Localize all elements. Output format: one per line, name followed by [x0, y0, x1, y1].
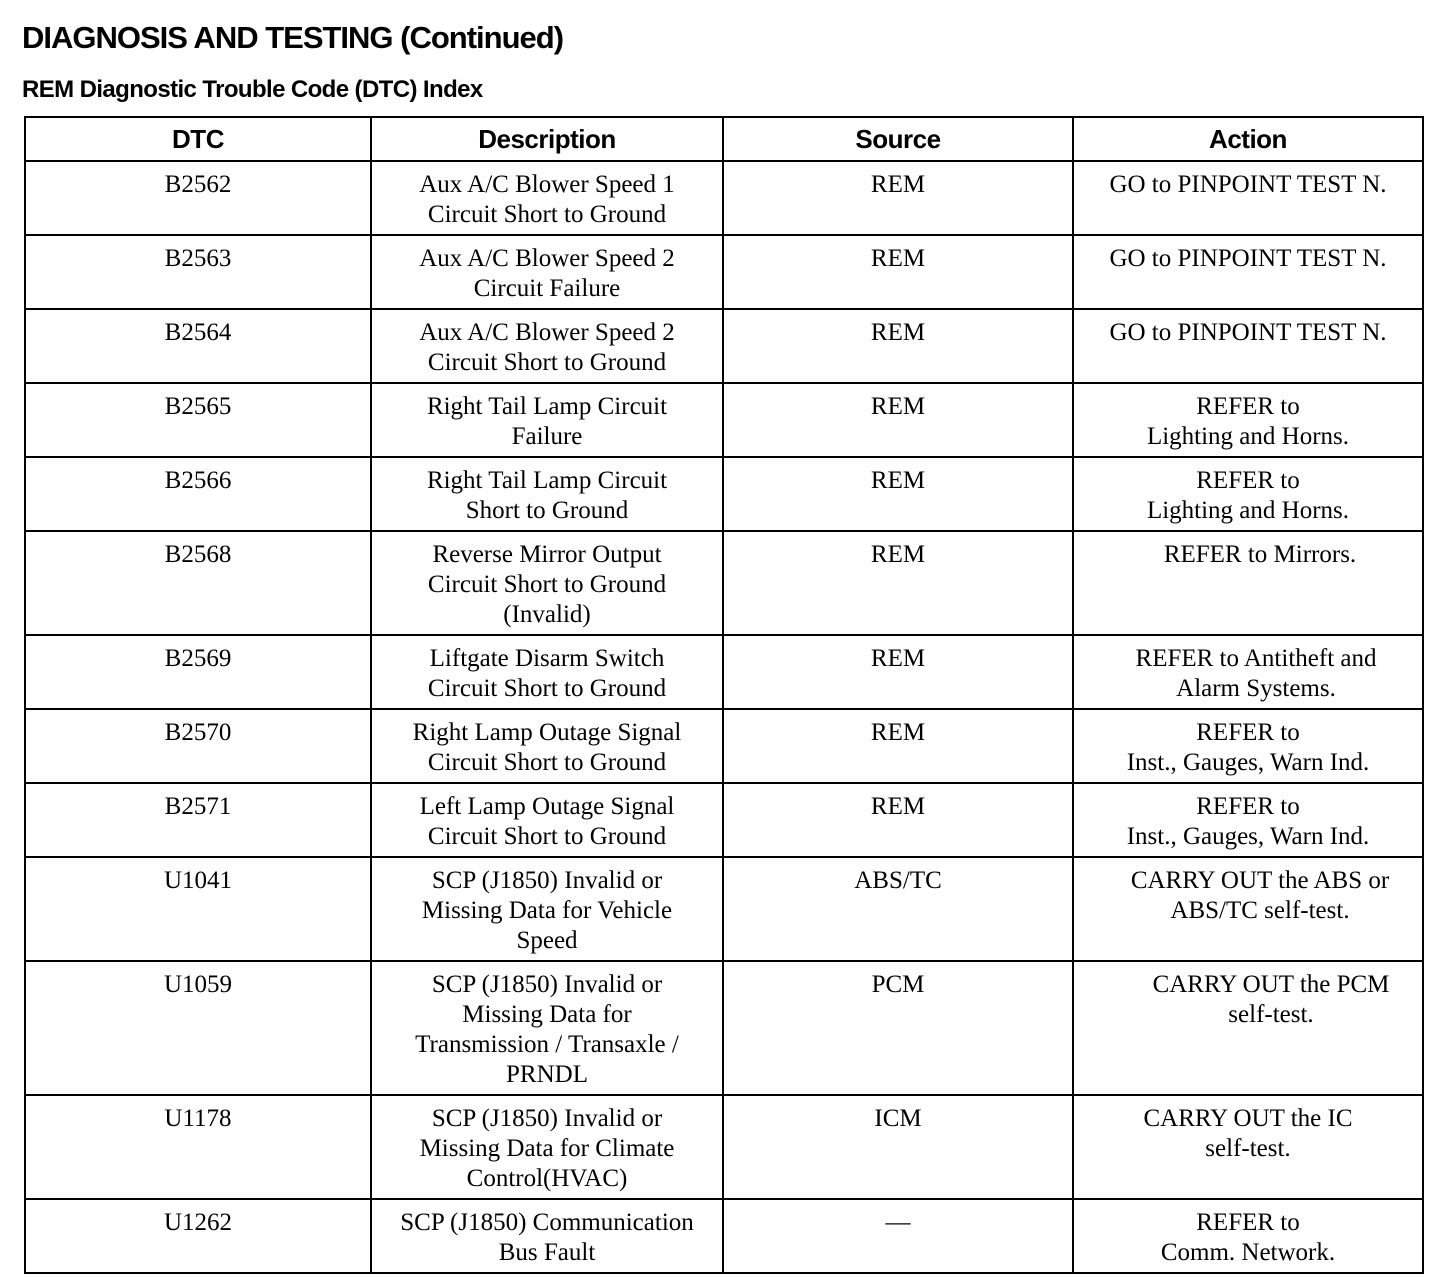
table-header-row: [25, 117, 1423, 161]
table-row: [25, 383, 1423, 457]
page-title: DIAGNOSIS AND TESTING (Continued): [22, 20, 564, 55]
dtc-code: B2564: [25, 309, 371, 383]
dtc-description: Right Tail Lamp Circuit Short to Ground: [371, 457, 723, 531]
dtc-source: REM: [723, 709, 1073, 783]
dtc-source: REM: [723, 383, 1073, 457]
dtc-code: U1041: [25, 857, 371, 961]
dtc-action: REFER to Antitheft and Alarm Systems.: [1073, 635, 1423, 709]
dtc-description: Left Lamp Outage Signal Circuit Short to Ground: [371, 783, 723, 857]
dtc-action: CARRY OUT the PCM self-test.: [1073, 961, 1423, 1095]
dtc-source: REM: [723, 635, 1073, 709]
dtc-action: CARRY OUT the ABS or ABS/TC self-test.: [1073, 857, 1423, 961]
dtc-code: B2562: [25, 161, 371, 235]
dtc-source: REM: [723, 783, 1073, 857]
dtc-action: REFER to Lighting and Horns.: [1073, 457, 1423, 531]
dtc-source: REM: [723, 531, 1073, 635]
dtc-description: Right Lamp Outage Signal Circuit Short to Ground: [371, 709, 723, 783]
dtc-action: REFER to Comm. Network.: [1073, 1199, 1423, 1273]
dtc-code: B2571: [25, 783, 371, 857]
dtc-source: ABS/TC: [723, 857, 1073, 961]
dtc-code: B2566: [25, 457, 371, 531]
dtc-description: Aux A/C Blower Speed 2 Circuit Failure: [371, 235, 723, 309]
dtc-code: U1178: [25, 1095, 371, 1199]
dtc-source: REM: [723, 309, 1073, 383]
table-caption: REM Diagnostic Trouble Code (DTC) Index: [22, 76, 483, 103]
dtc-action: GO to PINPOINT TEST N.: [1073, 309, 1423, 383]
dtc-description: SCP (J1850) Invalid or Missing Data for Transmission / Transaxle / PRNDL: [371, 961, 723, 1095]
header-dtc: DTC: [25, 117, 371, 161]
dtc-description: Liftgate Disarm Switch Circuit Short to Ground: [371, 635, 723, 709]
dtc-source: REM: [723, 457, 1073, 531]
dtc-action: REFER to Lighting and Horns.: [1073, 383, 1423, 457]
dtc-description: SCP (J1850) Invalid or Missing Data for Vehicle Speed: [371, 857, 723, 961]
dtc-code: U1059: [25, 961, 371, 1095]
dtc-description: SCP (J1850) Communication Bus Fault: [371, 1199, 723, 1273]
dtc-action: REFER to Mirrors.: [1073, 531, 1423, 635]
table-row: [25, 635, 1423, 709]
dtc-code: B2568: [25, 531, 371, 635]
header-source: Source: [723, 117, 1073, 161]
table-row: [25, 1199, 1423, 1273]
dtc-source: ICM: [723, 1095, 1073, 1199]
dtc-action: CARRY OUT the IC self-test.: [1073, 1095, 1423, 1199]
header-description: Description: [371, 117, 723, 161]
table-row: [25, 709, 1423, 783]
dtc-description: SCP (J1850) Invalid or Missing Data for Climate Control(HVAC): [371, 1095, 723, 1199]
dtc-description: Aux A/C Blower Speed 1 Circuit Short to Ground: [371, 161, 723, 235]
dtc-source: REM: [723, 235, 1073, 309]
dtc-action: GO to PINPOINT TEST N.: [1073, 161, 1423, 235]
dtc-action: REFER to Inst., Gauges, Warn Ind.: [1073, 783, 1423, 857]
dtc-index-table: [24, 116, 1424, 1274]
table-row: [25, 857, 1423, 961]
table-row: [25, 961, 1423, 1095]
dtc-code: U1262: [25, 1199, 371, 1273]
dtc-source: —: [723, 1199, 1073, 1273]
dtc-action: REFER to Inst., Gauges, Warn Ind.: [1073, 709, 1423, 783]
dtc-source: REM: [723, 161, 1073, 235]
dtc-code: B2570: [25, 709, 371, 783]
dtc-action: GO to PINPOINT TEST N.: [1073, 235, 1423, 309]
table-row: [25, 783, 1423, 857]
dtc-description: Reverse Mirror Output Circuit Short to Ground (Invalid): [371, 531, 723, 635]
table-row: [25, 531, 1423, 635]
header-action: Action: [1073, 117, 1423, 161]
dtc-code: B2565: [25, 383, 371, 457]
table-row: [25, 161, 1423, 235]
dtc-code: B2563: [25, 235, 371, 309]
dtc-source: PCM: [723, 961, 1073, 1095]
table-row: [25, 235, 1423, 309]
table-row: [25, 1095, 1423, 1199]
table-row: [25, 309, 1423, 383]
dtc-code: B2569: [25, 635, 371, 709]
dtc-description: Aux A/C Blower Speed 2 Circuit Short to Ground: [371, 309, 723, 383]
dtc-description: Right Tail Lamp Circuit Failure: [371, 383, 723, 457]
table-row: [25, 457, 1423, 531]
